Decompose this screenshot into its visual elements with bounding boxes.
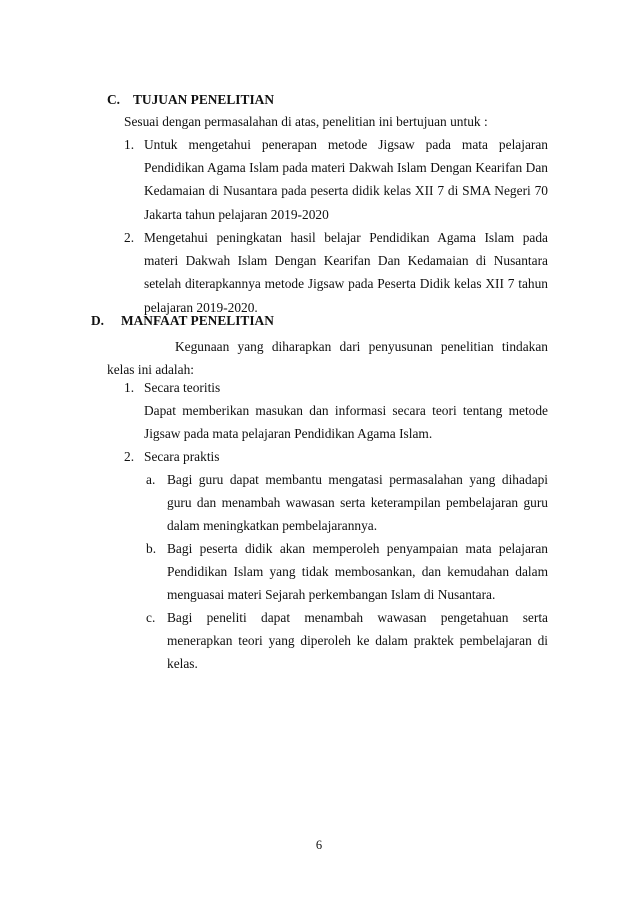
item-title: Secara teoritis (144, 380, 221, 395)
section-c-item-1 (124, 133, 548, 227)
section-d-letter: D. (91, 313, 105, 328)
item-text: Dapat memberikan masukan dan informasi secara teori tentang metode Jigsaw pada mata pelajaran Pendidikan Agama Islam. (144, 403, 548, 442)
item-text: Untuk mengetahui penerapan metode Jigsaw pada mata pelajaran Pendidikan Agama Islam pada materi Dakwah Islam Dengan Kearifan Dan Kedamaian di Nusantara pada peserta didik kelas XII 7 di SMA Negeri 70 Jakarta tahun pelajaran 2019-2020 (144, 137, 548, 222)
item-number: 2. (124, 449, 135, 464)
subitem-letter: b. (146, 541, 157, 556)
subitem-letter: c. (146, 610, 156, 625)
section-c-heading (107, 92, 274, 108)
subitem-text: Bagi guru dapat membantu mengatasi permasalahan yang dihadapi guru dan menambah wawasan serta keterampilan pembelajaran guru dalam meningkatkan pembelajarannya. (167, 472, 548, 534)
section-d-title: MANFAAT PENELITIAN (121, 313, 274, 328)
subitem-letter: a. (146, 472, 156, 487)
subitem-text: Bagi peneliti dapat menambah wawasan pengetahuan serta menerapkan teori yang diperoleh ke dalam praktek pembelajaran di kelas. (167, 610, 548, 672)
item-number: 2. (124, 230, 135, 245)
section-c-letter: C. (107, 92, 121, 107)
section-d-item-1 (124, 376, 548, 446)
subitem-text: Bagi peserta didik akan memperoleh penyampaian mata pelajaran Pendidikan Islam yang tidak membosankan, dan kemudahan dalam menguasai materi Sejarah perkembangan Islam di Nusantara. (167, 541, 548, 603)
section-d-subitem-a (146, 468, 548, 538)
section-d-intro: Kegunaan yang diharapkan dari penyusunan penelitian tindakan kelas ini adalah: (107, 339, 548, 378)
page-number: 6 (315, 838, 323, 852)
section-d-subitem-c (146, 606, 548, 672)
item-title: Secara praktis (144, 449, 220, 464)
item-number: 1. (124, 137, 135, 152)
section-c-intro: Sesuai dengan permasalahan di atas, penelitian ini bertujuan untuk : (124, 114, 488, 129)
section-d-heading (91, 313, 274, 329)
item-text: Mengetahui peningkatan hasil belajar Pendidikan Agama Islam pada materi Dakwah Islam Dengan Kearifan Dan Kedamaian di Nusantara setelah diterapkannya metode Jigsaw pada Peserta Didik kelas XII 7 tahun pelajaran 2019-2020. (144, 230, 548, 315)
item-number: 1. (124, 380, 135, 395)
section-d-item-2 (124, 445, 548, 469)
section-c-title: TUJUAN PENELITIAN (133, 92, 274, 107)
section-d-subitem-b (146, 537, 548, 607)
section-c-item-2 (124, 226, 548, 320)
